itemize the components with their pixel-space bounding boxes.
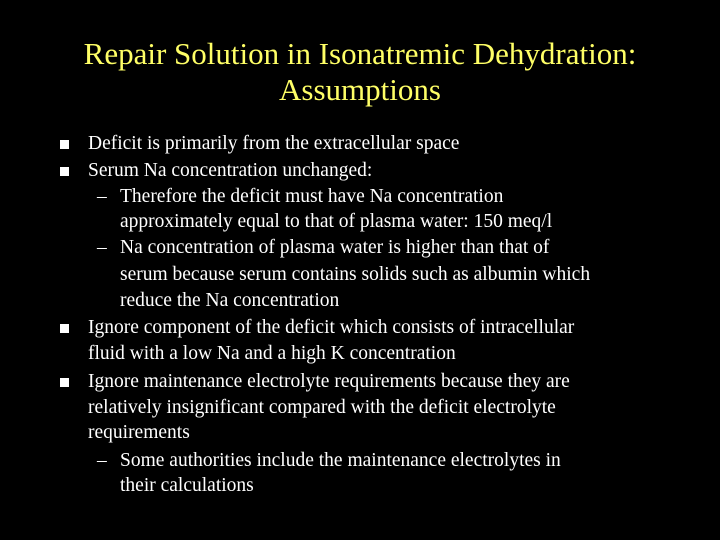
bullet-4-line-1: Ignore maintenance electrolyte requirements because they are [88, 371, 570, 392]
bullet-2-sub-1-line-2: approximately equal to that of plasma water: 150 meq/l [120, 211, 553, 232]
bullet-4-sub-1-line-2: their calculations [120, 475, 254, 496]
bullet-3-line-1: Ignore component of the deficit which consists of intracellular [88, 317, 575, 338]
slide-title [0, 36, 720, 108]
bullet-2-line-1: Serum Na concentration unchanged: [88, 160, 373, 181]
bullet-4-line-3: requirements [88, 422, 190, 443]
bullet-2-sub-1-line-1: Therefore the deficit must have Na concentration [120, 186, 504, 207]
bullet-square-icon [60, 324, 69, 333]
slide-title-line-2: Assumptions [279, 72, 441, 107]
bullet-3-line-2: fluid with a low Na and a high K concentration [88, 343, 456, 364]
sub-bullet-dash: – [97, 450, 107, 471]
bullet-2-sub-2-line-2: serum because serum contains solids such as albumin which [120, 264, 591, 285]
sub-bullet-dash: – [97, 237, 107, 258]
bullet-4-line-2: relatively insignificant compared with the deficit electrolyte [88, 397, 556, 418]
bullet-square-icon [60, 378, 69, 387]
bullet-square-icon [60, 140, 69, 149]
sub-bullet-dash: – [97, 186, 107, 207]
bullet-2-sub-2-line-3: reduce the Na concentration [120, 290, 340, 311]
bullet-1-line-1: Deficit is primarily from the extracellular space [88, 133, 460, 154]
slide-title-line-1: Repair Solution in Isonatremic Dehydration: [83, 36, 637, 71]
bullet-2-sub-2-line-1: Na concentration of plasma water is higher than that of [120, 237, 550, 258]
bullet-square-icon [60, 167, 69, 176]
bullet-4-sub-1-line-1: Some authorities include the maintenance electrolytes in [120, 450, 561, 471]
